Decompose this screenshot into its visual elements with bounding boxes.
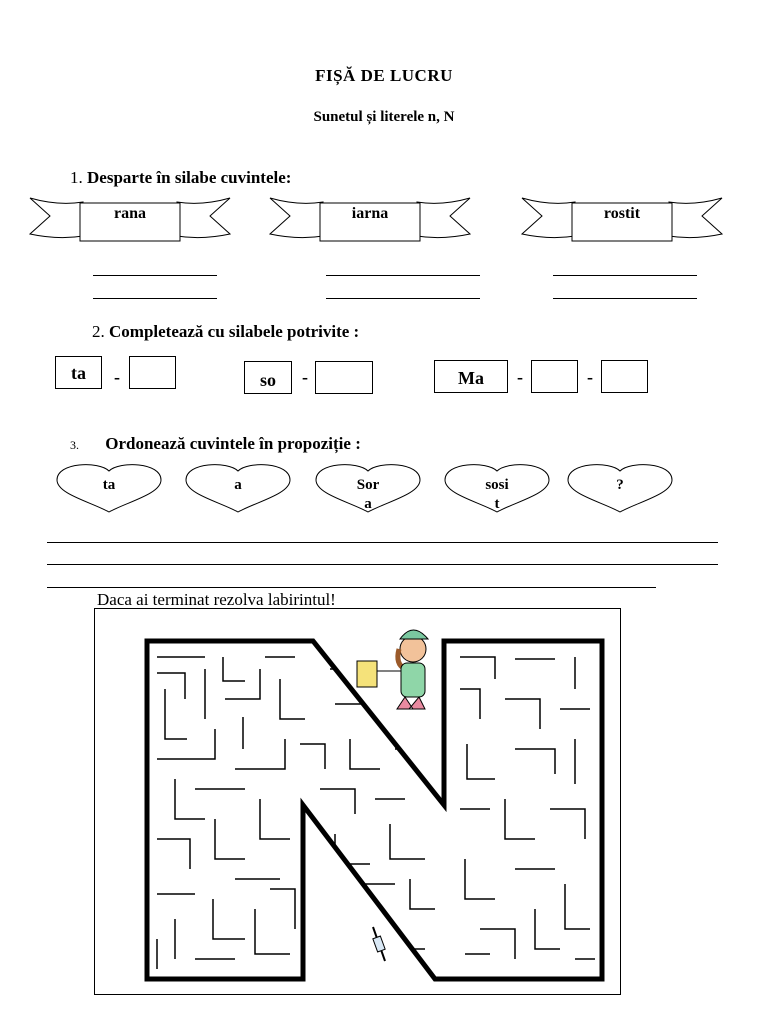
maze-walls: [157, 657, 595, 969]
answer-line[interactable]: [93, 298, 217, 299]
syllable-box-given: Ma: [434, 360, 508, 393]
word-banner-1: [28, 192, 232, 244]
heart-word-line1: sosi: [485, 477, 509, 493]
exercise-1-heading: [70, 168, 291, 188]
syllable-blank-box[interactable]: [315, 361, 373, 394]
nurse-icon: [357, 630, 428, 709]
answer-line[interactable]: [553, 298, 697, 299]
heart-word-card[interactable]: [314, 462, 422, 514]
syllable-dash: -: [114, 367, 120, 387]
maze-caption: Daca ai terminat rezolva labirintul!: [97, 590, 336, 609]
worksheet-title: FIȘĂ DE LUCRU: [315, 66, 453, 85]
heart-word-line1: ta: [102, 477, 116, 493]
heart-word: [55, 476, 163, 495]
answer-line[interactable]: [326, 298, 480, 299]
heart-word-line1: Sor: [356, 477, 380, 493]
syllable-box-given: ta: [55, 356, 102, 389]
heart-word-line2: t: [494, 496, 500, 512]
exercise-2-heading: [92, 322, 359, 342]
exercise-3-instruction: Ordonează cuvintele în propoziție :: [105, 434, 361, 453]
exercise-1-number: 1.: [70, 168, 83, 187]
heart-word-line1: a: [234, 477, 242, 493]
heart-word-line2: a: [364, 496, 372, 512]
syllable-dash: -: [587, 367, 593, 387]
exercise-2-number: 2.: [92, 322, 105, 341]
heart-word: [314, 476, 422, 514]
heart-word: [443, 476, 551, 514]
syllable-dash: -: [517, 367, 523, 387]
word-banner-2: [268, 192, 472, 244]
syringe-icon: [373, 927, 385, 961]
maze-frame: [94, 608, 621, 995]
syllable-blank-box[interactable]: [531, 360, 578, 393]
syllable-blank-box[interactable]: [129, 356, 176, 389]
exercise-2-instruction: Completează cu silabele potrivite :: [109, 322, 360, 341]
syllable-dash: -: [302, 367, 308, 387]
banner-word: rana: [114, 205, 146, 222]
word-banner-3: [520, 192, 724, 244]
banner-word: iarna: [351, 205, 389, 222]
heart-word-card[interactable]: [443, 462, 551, 514]
answer-line[interactable]: [326, 275, 480, 276]
syllable-blank-box[interactable]: [601, 360, 648, 393]
heart-word-card[interactable]: [55, 462, 163, 514]
heart-word: [566, 476, 674, 495]
heart-word-line1: ?: [616, 477, 624, 493]
answer-line[interactable]: [93, 275, 217, 276]
letter-n-maze[interactable]: [95, 609, 620, 994]
sentence-writing-line[interactable]: [47, 564, 718, 565]
heart-word: [184, 476, 292, 495]
exercise-3-heading: [70, 434, 361, 454]
heart-word-card[interactable]: [566, 462, 674, 514]
sentence-writing-line[interactable]: [47, 587, 656, 588]
syllable-box-given: so: [244, 361, 292, 394]
sentence-writing-line[interactable]: [47, 542, 718, 543]
banner-word: rostit: [603, 205, 641, 222]
answer-line[interactable]: [553, 275, 697, 276]
heart-word-card[interactable]: [184, 462, 292, 514]
exercise-3-number: 3.: [70, 438, 79, 452]
worksheet-subtitle: Sunetul și literele n, N: [313, 109, 455, 125]
exercise-1-instruction: Desparte în silabe cuvintele:: [87, 168, 292, 187]
